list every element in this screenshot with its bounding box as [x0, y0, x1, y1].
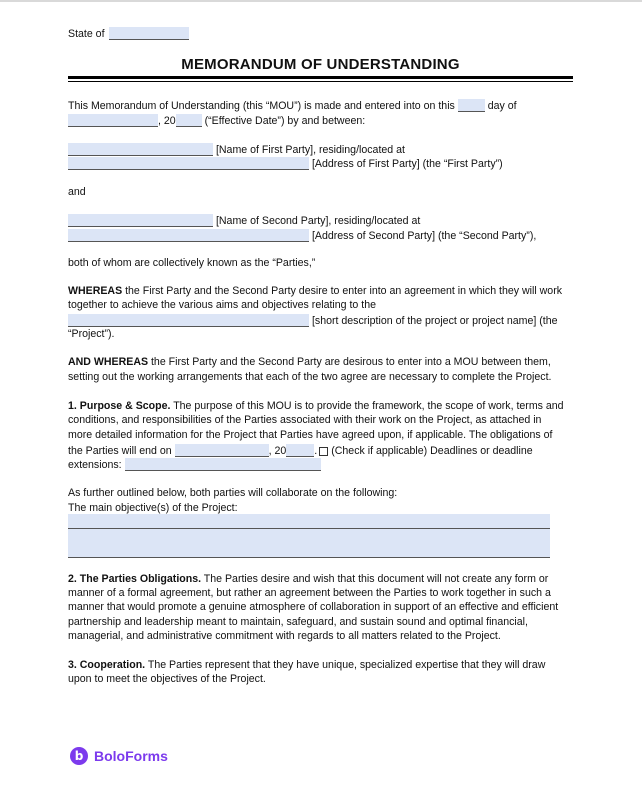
first-party-address-line	[68, 157, 503, 171]
section3-text-1: The Parties represent that they have unique, specialized expertise that they will draw	[145, 659, 546, 671]
section3-line-2: upon to meet the objectives of the Project.	[68, 673, 266, 685]
and-whereas-line-1	[68, 356, 551, 369]
end-year-field[interactable]	[286, 444, 314, 457]
first-party-address-label: [Address of First Party] (the “First Party”)	[311, 158, 503, 170]
section2-line-5: managerial, and administrative commitment with regards to all matters related to the Project.	[68, 630, 501, 642]
section1-line-5	[68, 458, 321, 472]
objective-field-1[interactable]	[68, 514, 550, 529]
deadline-checkbox[interactable]	[319, 447, 328, 456]
section1-heading: 1. Purpose & Scope.	[68, 400, 171, 412]
and-whereas-keyword: AND WHEREAS	[68, 356, 149, 368]
first-party-name-line	[68, 143, 405, 157]
whereas-line-2: together to achieve the various aims and objectives relating to the	[68, 299, 376, 311]
intro-day-of: day of	[487, 100, 517, 112]
section2-line-1	[68, 573, 548, 586]
month-field[interactable]	[68, 114, 158, 127]
boloforms-logo	[70, 745, 168, 767]
first-party-address-field[interactable]	[68, 157, 309, 170]
year-field[interactable]	[176, 114, 202, 127]
end-date-label: the Parties will end on	[68, 445, 172, 457]
collab-line-1: As further outlined below, both parties will collaborate on the following:	[68, 487, 398, 499]
collab-line-2: The main objective(s) of the Project:	[68, 502, 238, 514]
section1-text-1: The purpose of this MOU is to provide the framework, the scope of work, terms and	[170, 400, 564, 412]
second-party-address-line	[68, 229, 536, 243]
document-title: MEMORANDUM OF UNDERSTANDING	[181, 56, 460, 73]
extensions-field[interactable]	[125, 458, 321, 471]
and-whereas-text-1: the First Party and the Second Party are desirous to enter into a MOU between them,	[148, 356, 551, 368]
intro-text: This Memorandum of Understanding (this “MOU”) is made and entered into on this	[68, 100, 455, 112]
section2-line-4: partnership and leadership meant to maintain, safeguard, and sustain sound and optimal financial,	[68, 616, 528, 628]
section1-line-3: more detailed information for the Project that Parties have agreed upon, if applicable. The obligations of	[68, 429, 553, 441]
collective-text: both of whom are collectively known as the “Parties,”	[68, 257, 316, 269]
state-label: State of	[68, 28, 105, 40]
boloforms-logo-icon: b	[70, 747, 88, 765]
section1-line-4: the Parties will end on , 20 . (Check if applicable) Deadlines or deadline	[68, 445, 533, 457]
day-field[interactable]	[458, 99, 485, 112]
and-whereas-line-2: setting out the working arrangements that each of the two agree are necessary to complete the Project.	[68, 371, 552, 383]
objective-field-3[interactable]	[68, 543, 550, 558]
intro-line-2	[68, 114, 365, 128]
effective-date-text: (“Effective Date”) by and between:	[204, 115, 366, 127]
title-rule-thin	[68, 81, 573, 82]
whereas-text-1: the First Party and the Second Party desire to enter into an agreement in which they will work	[122, 285, 563, 297]
whereas-line-4: “Project”).	[68, 328, 115, 340]
whereas-line-3	[68, 314, 558, 328]
year-prefix: , 20	[158, 115, 176, 127]
whereas-line-1	[68, 285, 562, 298]
title-rule-thick	[68, 76, 573, 79]
second-party-name-label: [Name of Second Party], residing/located at	[215, 215, 421, 227]
section2-line-3: manner that would promote a genuine atmosphere of collaboration in support of an effective and efficient	[68, 601, 559, 613]
project-description-label: [short description of the project or project name] (the	[311, 315, 558, 327]
state-field[interactable]	[109, 27, 189, 40]
section3-line-1	[68, 659, 545, 672]
intro-line-1	[68, 99, 517, 113]
first-party-name-field[interactable]	[68, 143, 213, 156]
end-date-field[interactable]	[175, 444, 269, 457]
second-party-address-field[interactable]	[68, 229, 309, 242]
top-border	[0, 0, 642, 2]
section3-heading: 3. Cooperation.	[68, 659, 146, 671]
whereas-keyword: WHEREAS	[68, 285, 123, 297]
section2-heading: 2. The Parties Obligations.	[68, 573, 202, 585]
section2-line-2: manner of a formal agreement, but rather an agreement between the Parties to work together in such a	[68, 587, 551, 599]
second-party-name-line	[68, 214, 420, 228]
extensions-label: extensions:	[68, 459, 122, 471]
and-text: and	[68, 186, 86, 198]
project-description-field[interactable]	[68, 314, 309, 327]
state-line	[68, 27, 189, 41]
first-party-name-label: [Name of First Party], residing/located at	[215, 144, 405, 156]
boloforms-logo-text: BoloForms	[94, 748, 168, 764]
second-party-address-label: [Address of Second Party] (the “Second Party”),	[311, 230, 537, 242]
objective-field-2[interactable]	[68, 529, 550, 544]
end-year-prefix: , 20	[268, 445, 287, 457]
section1-line-1	[68, 400, 564, 413]
deadline-label: (Check if applicable) Deadlines or deadline	[331, 445, 533, 457]
section2-text-1: The Parties desire and wish that this document will not create any form or	[201, 573, 549, 585]
second-party-name-field[interactable]	[68, 214, 213, 227]
section1-line-2: conditions, and responsibilities of the Parties associated with their work on the Project, as attached in	[68, 414, 542, 426]
